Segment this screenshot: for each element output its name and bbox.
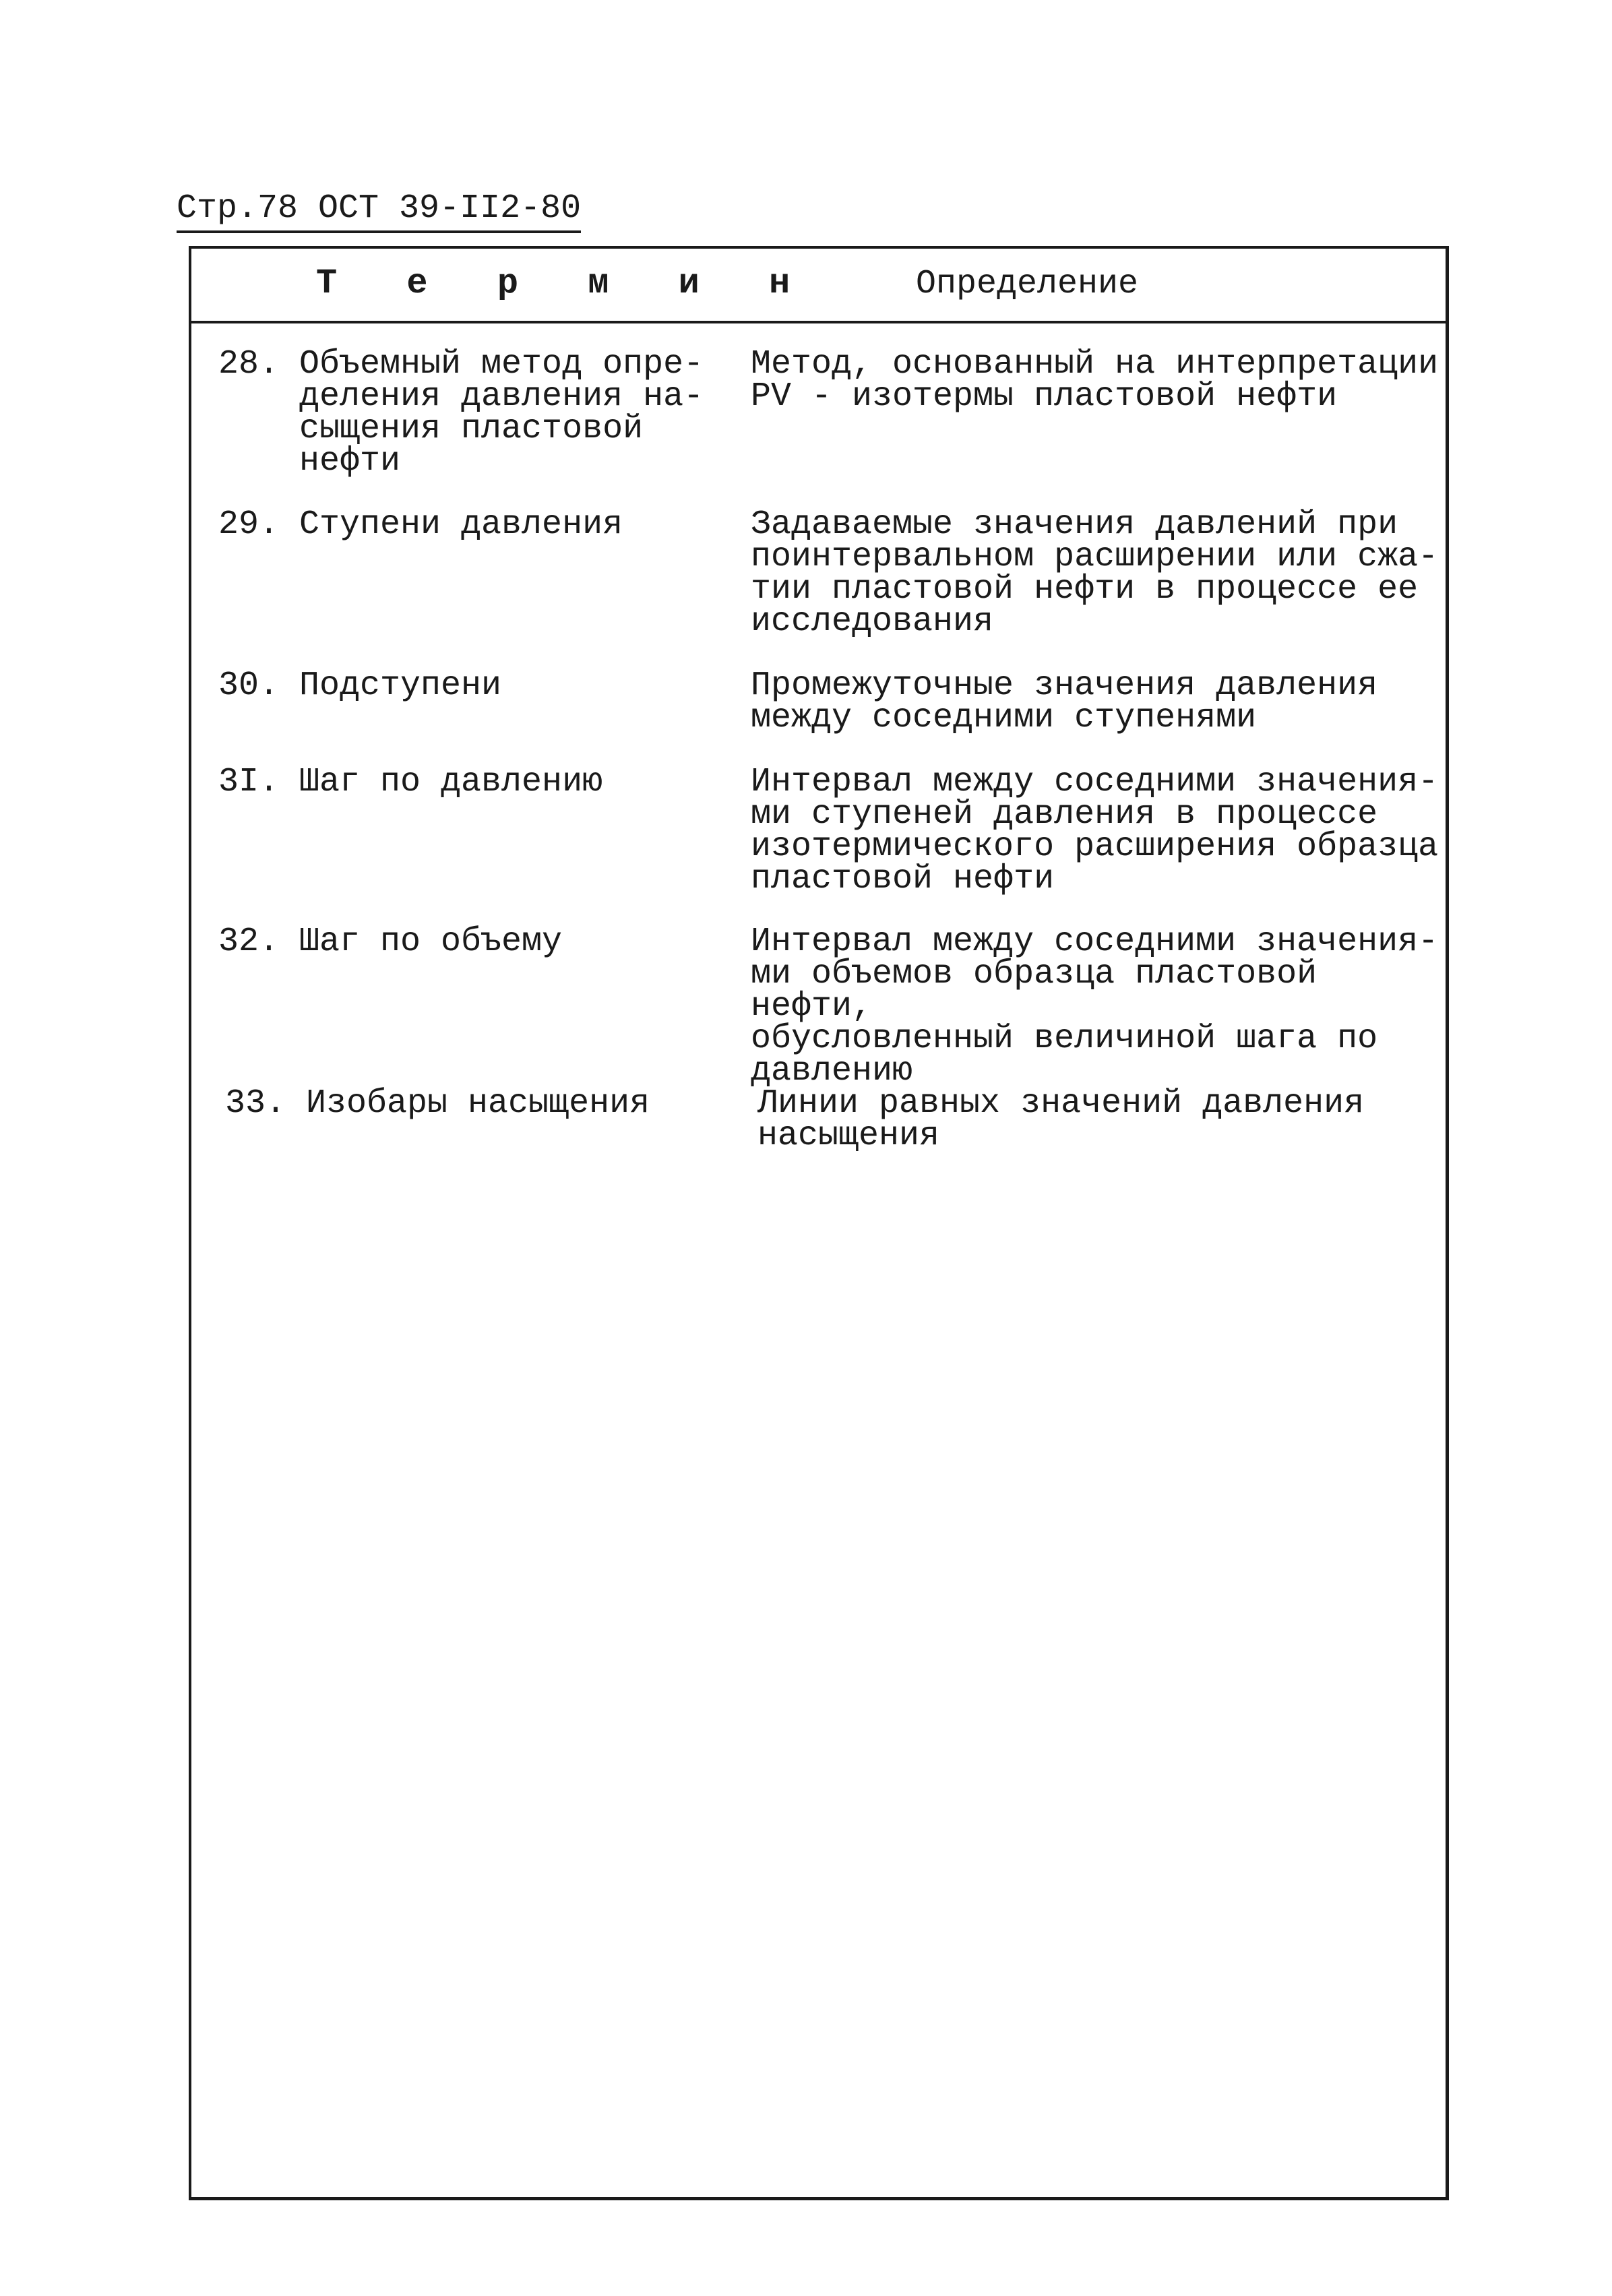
entry-term: Шаг по объему [299, 923, 563, 961]
entry-term: Ступени давления [299, 505, 623, 544]
column-header-term: Т е р м и н [316, 263, 815, 303]
entry-number: 32. [218, 923, 280, 961]
entry-number: 29. [218, 505, 280, 544]
entry-term: Объемный метод опре- деления давления на- сыщения пластовой нефти [299, 345, 704, 480]
entry-term: Подступени [299, 666, 502, 705]
entry-definition: Задаваемые значения давлений при поинтервальном расширении или сжа- тии пластовой нефти в процессе ее исследования [751, 505, 1439, 641]
terms-table [189, 246, 1449, 2200]
entry-definition: Линии равных значений давления насыщения [757, 1084, 1365, 1155]
column-header-definition: Определение [916, 265, 1139, 303]
entry-definition: Интервал между соседними значения- ми ступеней давления в процессе изотермического расширения образца пластовой нефти [751, 763, 1439, 898]
table-header-row [191, 249, 1446, 323]
entry-definition: Промежуточные значения давления между соседними ступенями [751, 666, 1378, 737]
entry-definition: Интервал между соседними значения- ми объемов образца пластовой нефти, обусловленный величиной шага по давлению [751, 923, 1439, 1090]
entry-number: 30. [218, 666, 280, 705]
entry-number: 28. [218, 345, 280, 383]
entry-number: 3I. [218, 763, 280, 801]
entry-number: 33. [225, 1084, 286, 1123]
page-reference: Стр.78 ОСТ 39-II2-80 [177, 189, 581, 233]
entry-definition: Метод, основанный на интерпретации PV - изотермы пластовой нефти [751, 345, 1439, 416]
entry-term: Шаг по давлению [299, 763, 603, 801]
entry-term: Изобары насыщения [306, 1084, 650, 1123]
